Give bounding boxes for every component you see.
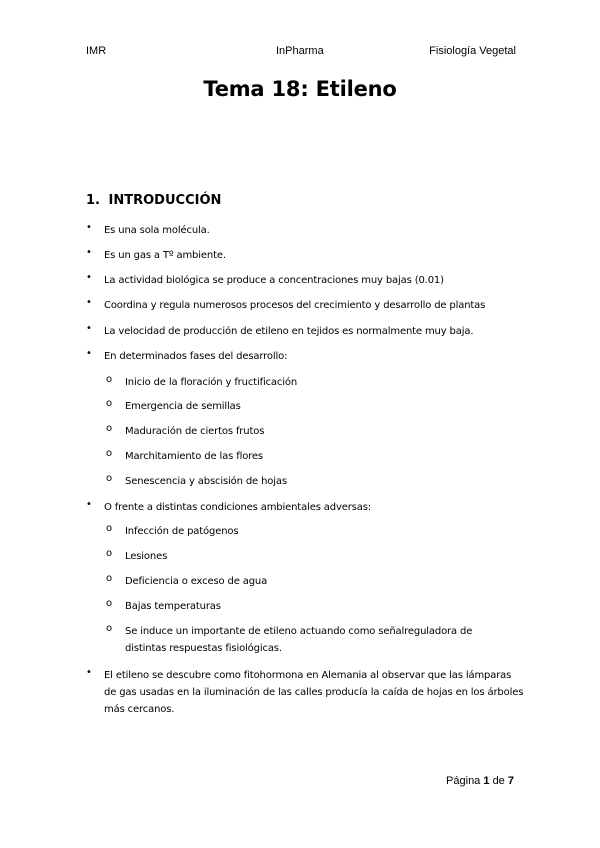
page-footer — [446, 775, 514, 787]
page-total: 7 — [507, 775, 514, 787]
sub-bullet-icon: o — [106, 374, 112, 385]
list-item-text: En determinados fases del desarrollo: — [104, 351, 288, 362]
bullet-icon: • — [86, 667, 92, 678]
header-center: InPharma — [276, 45, 324, 57]
list-item-text: El etileno se descubre como fitohormona en Alemania al observar que las lámparas de gas usadas en la iluminación de las calles producía la caída de hojas en los árboles más cercanos. — [104, 670, 524, 715]
list-item-text: La actividad biológica se produce a concentraciones muy bajas (0.01) — [104, 275, 444, 286]
sub-list-item-text: Inicio de la floración y fructificación — [125, 377, 298, 388]
list-item-text: Es un gas a Tº ambiente. — [104, 250, 226, 261]
list-item-text: Coordina y regula numerosos procesos del crecimiento y desarrollo de plantas — [104, 300, 486, 311]
section-number: 1. — [86, 193, 100, 208]
section-title: INTRODUCCIÓN — [108, 193, 222, 208]
list-item-text: La velocidad de producción de etileno en tejidos es normalmente muy baja. — [104, 326, 474, 337]
sub-list-item-text: Emergencia de semillas — [125, 401, 241, 412]
sub-list-item-text: Se induce un importante de etileno actuando como señalreguladora de distintas respuestas fisiológicas. — [125, 626, 473, 654]
sub-bullet-icon: o — [106, 398, 112, 409]
bullet-icon: • — [86, 272, 92, 283]
section-heading — [86, 193, 221, 208]
sub-list-item-text: Marchitamiento de las flores — [125, 451, 263, 462]
page-current: 1 — [483, 775, 490, 787]
bullet-icon: • — [86, 247, 92, 258]
bullet-icon: • — [86, 499, 92, 510]
sub-list-item-text: Infección de patógenos — [125, 526, 239, 537]
bullet-icon: • — [86, 297, 92, 308]
sub-list-item-text: Lesiones — [125, 551, 168, 562]
page-title: Tema 18: Etileno — [203, 77, 397, 101]
sub-list-item-text: Maduración de ciertos frutos — [125, 426, 265, 437]
page-label: Página — [446, 775, 481, 787]
list-item-text: O frente a distintas condiciones ambientales adversas: — [104, 502, 372, 513]
sub-list-item-text: Deficiencia o exceso de agua — [125, 576, 268, 587]
header-right: Fisiología Vegetal — [429, 45, 516, 57]
sub-bullet-icon: o — [106, 598, 112, 609]
bullet-icon: • — [86, 323, 92, 334]
page-header — [86, 45, 516, 61]
header-left: IMR — [86, 45, 107, 57]
sub-bullet-icon: o — [106, 448, 112, 459]
list-item-text: Es una sola molécula. — [104, 225, 210, 236]
page-of: de — [492, 775, 505, 787]
bullet-icon: • — [86, 222, 92, 233]
bullet-icon: • — [86, 348, 92, 359]
sub-list-item-text: Senescencia y abscisión de hojas — [125, 476, 287, 487]
sub-bullet-icon: o — [106, 548, 112, 559]
sub-list-item-text: Bajas temperaturas — [125, 601, 221, 612]
sub-bullet-icon: o — [106, 573, 112, 584]
sub-bullet-icon: o — [106, 523, 112, 534]
sub-bullet-icon: o — [106, 423, 112, 434]
sub-bullet-icon: o — [106, 473, 112, 484]
sub-bullet-icon: o — [106, 623, 112, 634]
